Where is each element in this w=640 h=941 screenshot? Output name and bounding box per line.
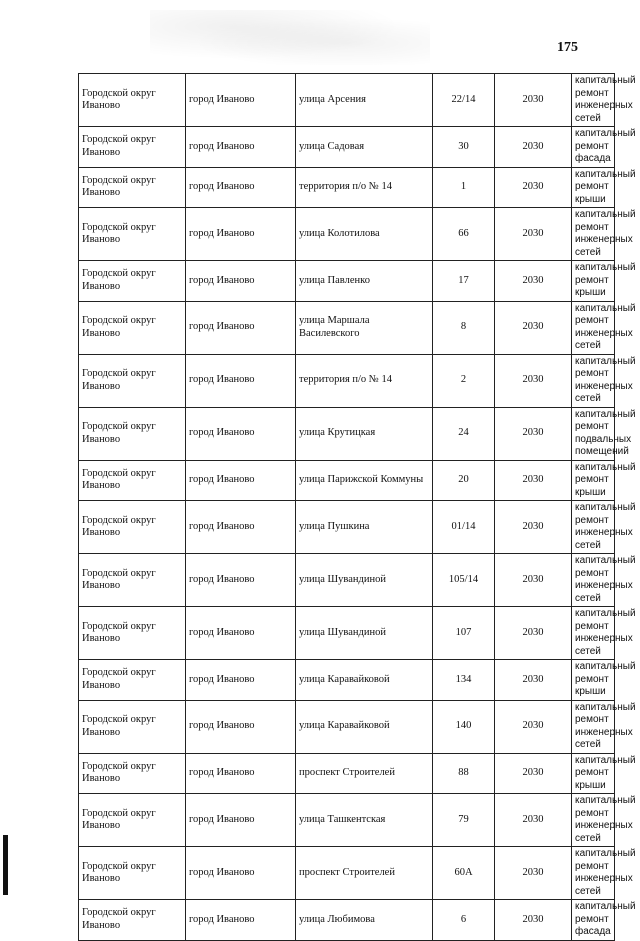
year-cell: 2030 <box>495 167 572 208</box>
house-number-cell: 134 <box>433 660 495 701</box>
municipal-district-cell: Городской округ Иваново <box>79 700 186 753</box>
city-cell: город Иваново <box>186 900 296 941</box>
table-row <box>79 753 615 794</box>
street-cell: улица Крутицкая <box>296 407 433 460</box>
street-cell: улица Парижской Коммуны <box>296 460 433 501</box>
work-type-cell: капитальный ремонт инженерных сетей <box>572 74 615 127</box>
work-type-cell: капитальный ремонт инженерных сетей <box>572 700 615 753</box>
house-number-cell: 22/14 <box>433 74 495 127</box>
house-number-cell: 30 <box>433 127 495 168</box>
street-cell: улица Шувандиной <box>296 554 433 607</box>
street-cell: проспект Строителей <box>296 847 433 900</box>
municipal-district-cell: Городской округ Иваново <box>79 74 186 127</box>
street-cell: улица Каравайковой <box>296 700 433 753</box>
year-cell: 2030 <box>495 753 572 794</box>
street-cell: улица Садовая <box>296 127 433 168</box>
work-type-cell: капитальный ремонт крыши <box>572 167 615 208</box>
table-row <box>79 301 615 354</box>
municipal-district-cell: Городской округ Иваново <box>79 753 186 794</box>
page-number: 175 <box>557 40 578 55</box>
city-cell: город Иваново <box>186 700 296 753</box>
house-number-cell: 6 <box>433 900 495 941</box>
table-row <box>79 208 615 261</box>
year-cell: 2030 <box>495 74 572 127</box>
street-cell: улица Шувандиной <box>296 607 433 660</box>
house-number-cell: 24 <box>433 407 495 460</box>
year-cell: 2030 <box>495 127 572 168</box>
municipal-district-cell: Городской округ Иваново <box>79 460 186 501</box>
work-type-cell: капитальный ремонт инженерных сетей <box>572 794 615 847</box>
municipal-district-cell: Городской округ Иваново <box>79 501 186 554</box>
work-type-cell: капитальный ремонт инженерных сетей <box>572 847 615 900</box>
table-row <box>79 794 615 847</box>
city-cell: город Иваново <box>186 301 296 354</box>
house-number-cell: 60А <box>433 847 495 900</box>
table-row <box>79 261 615 302</box>
work-type-cell: капитальный ремонт подвальных помещений <box>572 407 615 460</box>
table-row <box>79 167 615 208</box>
municipal-district-cell: Городской округ Иваново <box>79 900 186 941</box>
house-number-cell: 1 <box>433 167 495 208</box>
city-cell: город Иваново <box>186 501 296 554</box>
year-cell: 2030 <box>495 660 572 701</box>
municipal-district-cell: Городской округ Иваново <box>79 354 186 407</box>
work-type-cell: капитальный ремонт крыши <box>572 261 615 302</box>
work-type-cell: капитальный ремонт крыши <box>572 660 615 701</box>
year-cell: 2030 <box>495 847 572 900</box>
city-cell: город Иваново <box>186 407 296 460</box>
house-number-cell: 66 <box>433 208 495 261</box>
street-cell: улица Каравайковой <box>296 660 433 701</box>
city-cell: город Иваново <box>186 554 296 607</box>
street-cell: улица Ташкентская <box>296 794 433 847</box>
house-number-cell: 140 <box>433 700 495 753</box>
table-row <box>79 700 615 753</box>
street-cell: улица Павленко <box>296 261 433 302</box>
house-number-cell: 2 <box>433 354 495 407</box>
year-cell: 2030 <box>495 208 572 261</box>
city-cell: город Иваново <box>186 794 296 847</box>
table-row <box>79 607 615 660</box>
municipal-district-cell: Городской округ Иваново <box>79 301 186 354</box>
municipal-district-cell: Городской округ Иваново <box>79 554 186 607</box>
street-cell: улица Колотилова <box>296 208 433 261</box>
year-cell: 2030 <box>495 407 572 460</box>
municipal-district-cell: Городской округ Иваново <box>79 208 186 261</box>
city-cell: город Иваново <box>186 460 296 501</box>
house-number-cell: 107 <box>433 607 495 660</box>
municipal-district-cell: Городской округ Иваново <box>79 261 186 302</box>
municipal-district-cell: Городской округ Иваново <box>79 127 186 168</box>
street-cell: территория п/о № 14 <box>296 167 433 208</box>
city-cell: город Иваново <box>186 261 296 302</box>
street-cell: территория п/о № 14 <box>296 354 433 407</box>
work-type-cell: капитальный ремонт инженерных сетей <box>572 208 615 261</box>
municipal-district-cell: Городской округ Иваново <box>79 607 186 660</box>
scan-noise <box>150 10 430 65</box>
city-cell: город Иваново <box>186 847 296 900</box>
table-row <box>79 900 615 941</box>
year-cell: 2030 <box>495 460 572 501</box>
municipal-district-cell: Городской округ Иваново <box>79 167 186 208</box>
house-number-cell: 105/14 <box>433 554 495 607</box>
year-cell: 2030 <box>495 354 572 407</box>
work-type-cell: капитальный ремонт инженерных сетей <box>572 554 615 607</box>
house-number-cell: 17 <box>433 261 495 302</box>
year-cell: 2030 <box>495 607 572 660</box>
scan-edge-mark <box>3 835 8 895</box>
registry-table-body <box>79 74 636 941</box>
work-type-cell: капитальный ремонт инженерных сетей <box>572 354 615 407</box>
house-number-cell: 01/14 <box>433 501 495 554</box>
work-type-cell: капитальный ремонт фасада <box>572 127 615 168</box>
street-cell: улица Пушкина <box>296 501 433 554</box>
table-row <box>79 501 615 554</box>
municipal-district-cell: Городской округ Иваново <box>79 407 186 460</box>
year-cell: 2030 <box>495 554 572 607</box>
table-row <box>79 74 615 127</box>
street-cell: улица Любимова <box>296 900 433 941</box>
year-cell: 2030 <box>495 700 572 753</box>
municipal-district-cell: Городской округ Иваново <box>79 794 186 847</box>
year-cell: 2030 <box>495 501 572 554</box>
city-cell: город Иваново <box>186 167 296 208</box>
work-type-cell: капитальный ремонт фасада <box>572 900 615 941</box>
city-cell: город Иваново <box>186 208 296 261</box>
street-cell: улица Арсения <box>296 74 433 127</box>
work-type-cell: капитальный ремонт инженерных сетей <box>572 501 615 554</box>
city-cell: город Иваново <box>186 127 296 168</box>
municipal-district-cell: Городской округ Иваново <box>79 660 186 701</box>
house-number-cell: 20 <box>433 460 495 501</box>
work-type-cell: капитальный ремонт инженерных сетей <box>572 607 615 660</box>
year-cell: 2030 <box>495 301 572 354</box>
table-row <box>79 554 615 607</box>
street-cell: проспект Строителей <box>296 753 433 794</box>
table-row <box>79 847 615 900</box>
city-cell: город Иваново <box>186 607 296 660</box>
work-type-cell: капитальный ремонт инженерных сетей <box>572 301 615 354</box>
house-number-cell: 88 <box>433 753 495 794</box>
city-cell: город Иваново <box>186 354 296 407</box>
table-row <box>79 660 615 701</box>
city-cell: город Иваново <box>186 753 296 794</box>
work-type-cell: капитальный ремонт крыши <box>572 460 615 501</box>
house-number-cell: 8 <box>433 301 495 354</box>
street-cell: улица Маршала Василевского <box>296 301 433 354</box>
repair-registry-table <box>78 73 636 941</box>
municipal-district-cell: Городской округ Иваново <box>79 847 186 900</box>
table-row <box>79 127 615 168</box>
city-cell: город Иваново <box>186 74 296 127</box>
year-cell: 2030 <box>495 261 572 302</box>
year-cell: 2030 <box>495 794 572 847</box>
city-cell: город Иваново <box>186 660 296 701</box>
house-number-cell: 79 <box>433 794 495 847</box>
year-cell: 2030 <box>495 900 572 941</box>
table-row <box>79 407 615 460</box>
table-row <box>79 354 615 407</box>
work-type-cell: капитальный ремонт крыши <box>572 753 615 794</box>
table-row <box>79 460 615 501</box>
